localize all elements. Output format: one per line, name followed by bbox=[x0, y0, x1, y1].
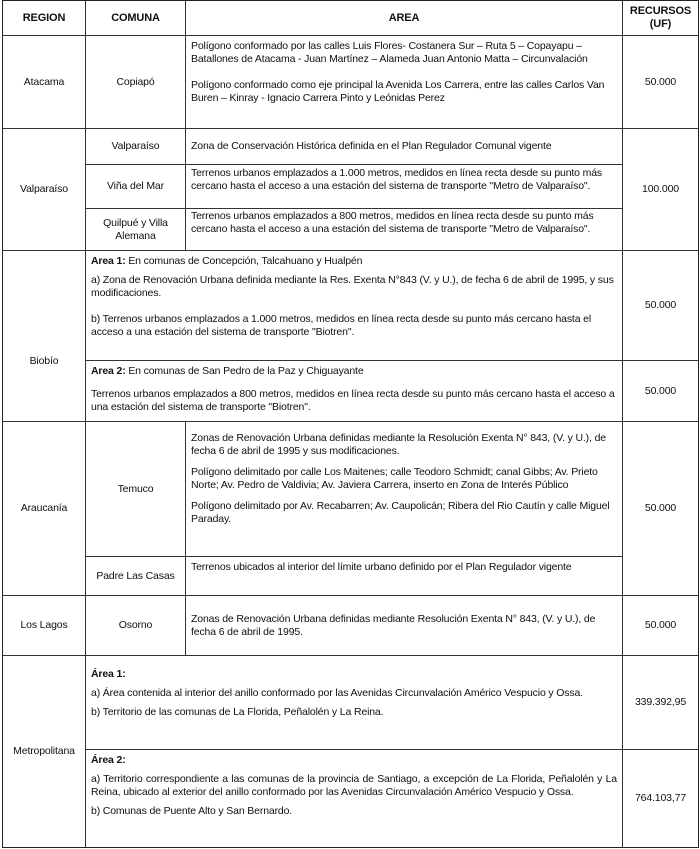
area-vina-del-mar: Terrenos urbanos emplazados a 1.000 metros, medidos en línea recta desde su punto más cercano hasta el acceso a una estación del sistema de transporte "Metro de Valparaíso". bbox=[186, 165, 623, 209]
recursos-atacama: 50.000 bbox=[623, 36, 698, 129]
comuna-quilpue-villa-alemana: Quilpué y Villa Alemana bbox=[86, 209, 186, 251]
area-metropolitana-1 bbox=[86, 656, 623, 750]
area-item-b: b) Comunas de Puente Alto y San Bernardo. bbox=[91, 805, 293, 817]
comuna-padre-las-casas: Padre Las Casas bbox=[86, 557, 186, 596]
area-metropolitana-2 bbox=[86, 750, 623, 847]
resources-table bbox=[2, 0, 699, 848]
recursos-araucania: 50.000 bbox=[623, 422, 698, 596]
area-quilpue-villa-alemana: Terrenos urbanos emplazados a 800 metros, medidos en línea recta desde su punto más cercano hasta el acceso a una estación del sistema de transporte "Metro de Valparaíso". bbox=[186, 209, 623, 251]
area-padre-las-casas: Terrenos ubicados al interior del límite urbano definido por el Plan Regulador vigente bbox=[186, 557, 623, 596]
region-metropolitana: Metropolitana bbox=[3, 656, 86, 847]
area-valparaiso: Zona de Conservación Histórica definida en el Plan Regulador Comunal vigente bbox=[186, 129, 623, 165]
recursos-biobio-2: 50.000 bbox=[623, 361, 698, 422]
region-biobio: Biobío bbox=[3, 251, 86, 422]
comuna-osorno: Osorno bbox=[86, 596, 186, 656]
area-item-a: a) Territorio correspondiente a las comunas de la provincia de Santiago, a excepción de La Florida, Peñalolén y La Reina, ubicado al exterior del anillo conformado por las Avenidas Circunvalación Américo Vespucio y Ossa. bbox=[91, 773, 617, 798]
comuna-valparaiso: Valparaíso bbox=[86, 129, 186, 165]
area-title: Área 2: bbox=[91, 754, 126, 766]
area-title-text: En comunas de San Pedro de la Paz y Chiguayante bbox=[125, 365, 364, 377]
area-text: Terrenos urbanos emplazados a 800 metros, medidos en línea recta desde su punto más cercano hasta el acceso a una estación del sistema de transporte "Biotren". bbox=[91, 388, 615, 413]
area-item-b: b) Terrenos urbanos emplazados a 1.000 metros, medidos en línea recta desde su punto más cercano hasta el acceso a una estación del sistema de transporte "Biotren". bbox=[91, 313, 592, 338]
comuna-copiapo: Copiapó bbox=[86, 36, 186, 129]
comuna-temuco: Temuco bbox=[86, 422, 186, 557]
area-biobio-2 bbox=[86, 361, 623, 422]
header-region: REGION bbox=[3, 1, 86, 36]
area-copiapo bbox=[186, 36, 623, 129]
area-title-text: En comunas de Concepción, Talcahuano y Hualpén bbox=[125, 255, 363, 267]
header-comuna: COMUNA bbox=[86, 1, 186, 36]
recursos-biobio-1: 50.000 bbox=[623, 251, 698, 361]
region-valparaiso: Valparaíso bbox=[3, 129, 86, 251]
header-recursos: RECURSOS (UF) bbox=[623, 1, 698, 36]
recursos-los-lagos: 50.000 bbox=[623, 596, 698, 656]
region-araucania: Araucanía bbox=[3, 422, 86, 596]
area-title: Area 2: bbox=[91, 365, 126, 377]
area-paragraph: Zonas de Renovación Urbana definidas mediante la Resolución Exenta N° 843, (V. y U.), de fecha 6 de abril de 1995 y sus modificaciones. bbox=[191, 432, 606, 457]
area-paragraph: Polígono delimitado por calle Los Maitenes; calle Teodoro Schmidt; canal Gibbs; Av. Prieto Norte; Av. Pedro de Valdivia; Av. Javiera Carrera, inserto en Zona de Interés Público bbox=[191, 466, 598, 491]
recursos-valparaiso: 100.000 bbox=[623, 129, 698, 251]
area-biobio-1 bbox=[86, 251, 623, 361]
area-item-a: a) Zona de Renovación Urbana definida mediante la Res. Exenta N°843 (V. y U.), de fecha 6 de abril de 1995, y sus modificaciones. bbox=[91, 274, 614, 299]
area-item-b: b) Territorio de las comunas de La Florida, Peñalolén y La Reina. bbox=[91, 706, 384, 718]
area-temuco bbox=[186, 422, 623, 557]
area-paragraph: Polígono delimitado por Av. Recabarren; Av. Caupolicán; Ribera del Rio Cautín y calle Miguel Paraday. bbox=[191, 500, 610, 525]
area-title: Área 1: bbox=[91, 668, 126, 680]
area-title: Area 1: bbox=[91, 255, 126, 267]
recursos-metropolitana-2: 764.103,77 bbox=[634, 792, 687, 804]
header-area: AREA bbox=[186, 1, 623, 36]
area-paragraph: Polígono conformado como eje principal la Avenida Los Carrera, entre las calles Carlos Van Buren – Kinray - Ignacio Carrera Pinto y Leónidas Perez bbox=[191, 79, 605, 104]
area-osorno: Zonas de Renovación Urbana definidas mediante Resolución Exenta N° 843, (V. y U.), de fecha 6 de abril de 1995. bbox=[186, 596, 623, 656]
area-item-a: a) Área contenida al interior del anillo conformado por las Avenidas Circunvalación Américo Vespucio y Ossa. bbox=[91, 687, 583, 699]
region-atacama: Atacama bbox=[3, 36, 86, 129]
area-paragraph: Polígono conformado por las calles Luis Flores- Costanera Sur – Ruta 5 – Copayapu – Batallones de Atacama - Juan Martínez – Alameda Juan Antonio Matta – Circunvalación bbox=[191, 40, 588, 65]
comuna-vina-del-mar: Viña del Mar bbox=[86, 165, 186, 209]
recursos-metropolitana-1: 339.392,95 bbox=[623, 656, 698, 750]
region-los-lagos: Los Lagos bbox=[3, 596, 86, 656]
